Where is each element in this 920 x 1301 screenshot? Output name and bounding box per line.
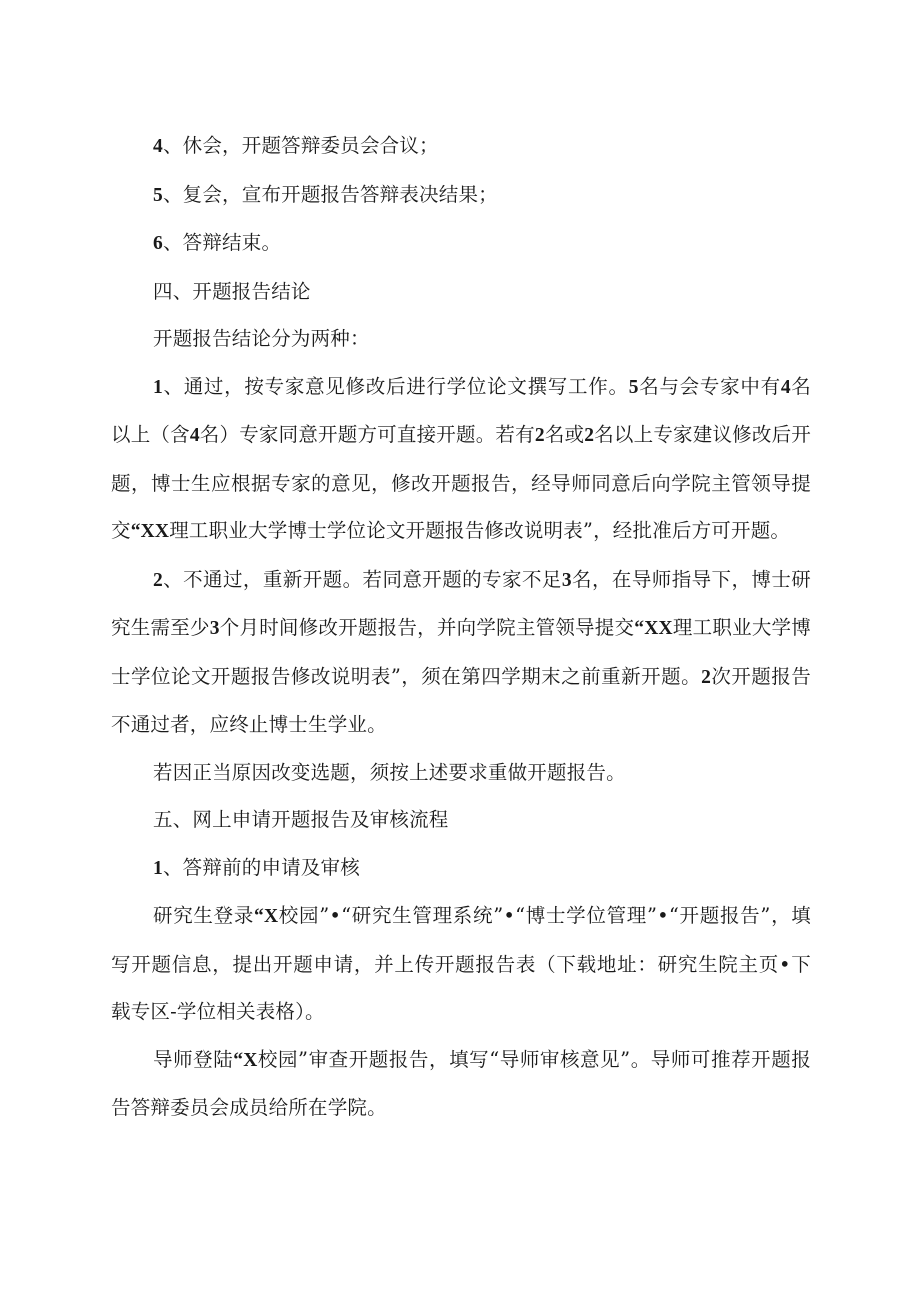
paragraph-change-topic (111, 749, 811, 797)
text-run: 、答辩前的申请及审核 (162, 855, 360, 879)
bold-run: 5 (628, 376, 639, 398)
paragraph-step-6 (111, 219, 811, 268)
text-run: 若因正当原因改变选题，须按上述要求重做开题报告。 (153, 760, 626, 784)
text-run: 、不通过，重新开题。若同意开题的专家不足 (162, 567, 562, 591)
text-run: 名与会专家中有 (638, 374, 781, 398)
text-run: 名以上专家建议修改后开题，博士生应根据专家的意见，修改开题报告，经导师同意后向学院主管领导提交 (111, 423, 811, 542)
subheading-application-review (111, 844, 811, 893)
text-run: 理工职业大学博士学位论文开题报告修改说明表”，经批准后方可开题。 (169, 519, 791, 542)
text-run: 次开题报告不通过者，应终止博士生学业。 (111, 664, 811, 736)
text-run: 开题报告结论分为两种： (153, 327, 370, 350)
text-run: 理工职业大学博士学位论文开题报告修改说明表”，须在第四学期末之前重新开题。 (111, 616, 812, 688)
text-run: 名）专家同意开题方可直接开题。若有 (199, 423, 535, 446)
paragraph-conclusion-pass (111, 363, 811, 556)
paragraph-conclusion-fail (111, 556, 811, 749)
text-run: 名以上（含 (111, 374, 811, 446)
bold-run: 3 (209, 618, 220, 639)
bold-run: 4 (153, 136, 163, 157)
document-page (111, 122, 811, 1132)
paragraph-step-5 (111, 171, 811, 220)
bold-run: “X (254, 906, 279, 927)
bold-run: 4 (189, 425, 200, 446)
bold-run: “XX (634, 618, 673, 639)
text-run: 四、开题报告结论 (153, 279, 311, 303)
bold-run: 4 (780, 376, 791, 398)
section-heading-conclusion (111, 268, 811, 316)
bold-run: 3 (561, 569, 572, 591)
text-run: 导师登陆 (153, 1047, 234, 1071)
bold-run: 2 (584, 425, 595, 446)
text-run: 五、网上申请开题报告及审核流程 (153, 808, 449, 831)
text-run: 个月时间修改开题报告，并向学院主管领导提交 (219, 616, 635, 639)
text-run: 校园”•“研究生管理系统”•“博士学位管理”•“开题报告”，填写开题信息，提出开题申请，并上传开题报告表（下载地址：研究生院主页•下载专区-学位相关表格）。 (111, 904, 811, 1023)
text-run: 研究生登录 (153, 904, 255, 927)
text-run: 、复会，宣布开题报告答辩表决结果； (162, 182, 498, 206)
bold-run: 2 (534, 425, 545, 446)
bold-run: 2 (153, 569, 163, 591)
text-run: 、答辩结束。 (162, 231, 282, 254)
text-run: 名，在导师指导下，博士研究生需至少 (111, 567, 811, 639)
text-run: 、休会，开题答辩委员会合议； (162, 134, 439, 157)
bold-run: 2 (701, 666, 712, 688)
bold-run: “XX (130, 521, 170, 542)
paragraph-step-4 (111, 122, 811, 171)
bold-run: 5 (153, 184, 163, 206)
paragraph-student-login (111, 892, 811, 1036)
section-heading-online-process (111, 796, 811, 844)
paragraph-conclusion-intro (111, 315, 811, 363)
paragraph-advisor-review (111, 1036, 811, 1132)
bold-run: 1 (153, 376, 163, 398)
bold-run: 1 (153, 857, 163, 879)
bold-run: “X (233, 1049, 258, 1071)
text-run: 名或 (544, 423, 585, 446)
text-run: 校园”审查开题报告，填写“导师审核意见”。导师可推荐开题报告答辩委员会成员给所在学院。 (111, 1047, 811, 1119)
text-run: 、通过，按专家意见修改后进行学位论文撰写工作。 (162, 374, 629, 398)
bold-run: 6 (153, 233, 163, 254)
